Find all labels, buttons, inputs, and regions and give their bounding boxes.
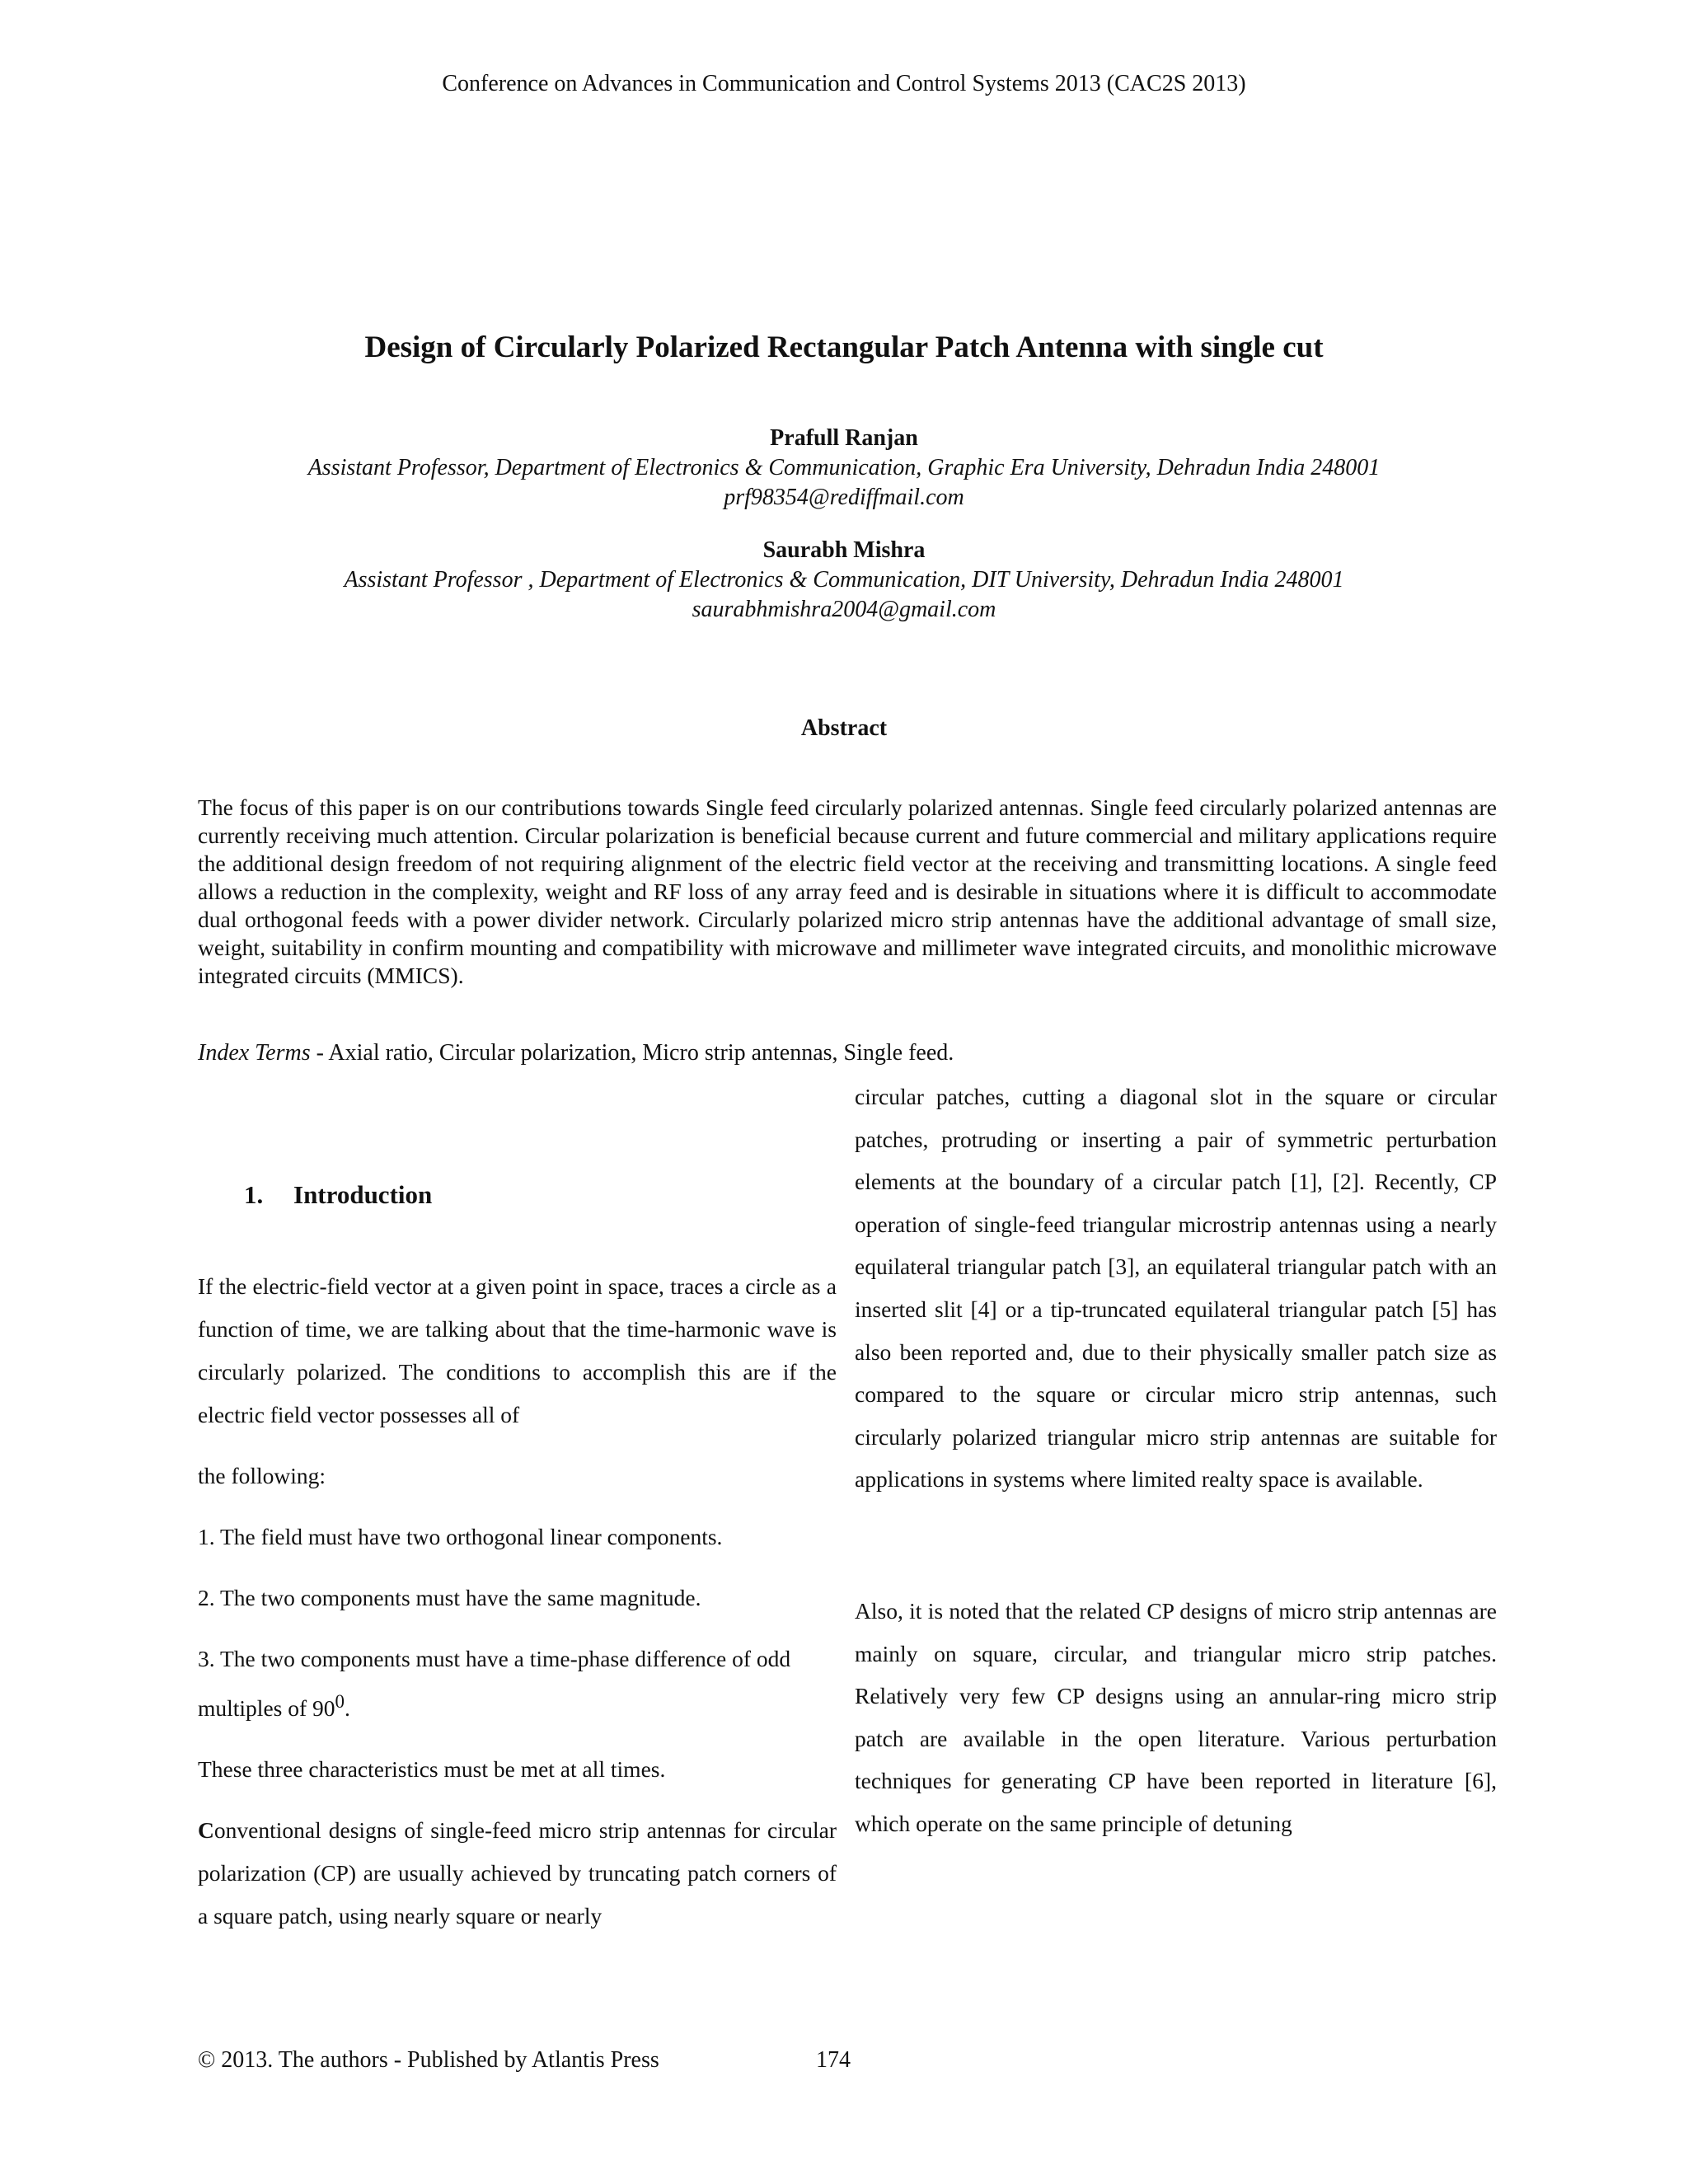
condition-item: 2. The two components must have the same magnitude. <box>198 1585 701 1610</box>
running-head: Conference on Advances in Communication and Control Systems 2013 (CAC2S 2013) <box>442 71 1246 96</box>
author-email: prf98354@rediffmail.com <box>724 485 964 510</box>
summary-paragraph: These three characteristics must be met at all times. <box>198 1756 666 1783</box>
author-name: Saurabh Mishra <box>762 537 926 563</box>
abstract-text: The focus of this paper is on our contributions towards Single feed circularly polarized antennas. Single feed circularly polarized antennas are currently receiving much attention. Circular polarization is beneficial because current and future commercial and military applications require the additional design freedom of not requiring alignment of the electric field vector at the receiving and transmitting locations. A single feed allows a reduction in the complexity, weight and RF loss of any array feed and is desirable in situations where it is difficult to accommodate dual orthogonal feeds with a power divider network. Circularly polarized micro strip antennas have the additional advantage of small size, weight, suitability in confirm mounting and compatibility with microwave and millimeter wave integrated circuits, and monolithic microwave integrated circuits (MMICS). <box>198 794 1497 988</box>
author-2 <box>0 536 1688 625</box>
right-column <box>855 1076 1497 1845</box>
author-affiliation: Assistant Professor , Department of Electronics & Communication, DIT University, Dehradun India 248001 <box>344 567 1344 593</box>
section-heading <box>244 1170 837 1220</box>
right-paragraph-1: circular patches, cutting a diagonal slot in the square or circular patches, protruding or inserting a pair of symmetric perturbation elements at the boundary of a circular patch [1], [2]. Recently, CP operation of single-feed triangular microstrip antennas using a nearly equilateral triangular patch [3], an equilateral triangular patch with an inserted slit [4] or a tip-truncated equilateral triangular patch [5] has also been reported and, due to their physically smaller patch size as compared to the square or circular micro strip antennas, such circularly polarized triangular micro strip antennas are suitable for applications in systems where limited realty space is available. <box>855 1084 1497 1493</box>
condition-item: 1. The field must have two orthogonal linear components. <box>198 1524 723 1549</box>
period: . <box>344 1695 350 1722</box>
intro-paragraph-cont: the following: <box>198 1463 326 1488</box>
page-number: 174 <box>816 2047 851 2073</box>
right-paragraph-2: Also, it is noted that the related CP designs of micro strip antennas are mainly on square, circular, and triangular micro strip patches. Relatively very few CP designs using an annular-ring micro strip patch are available in the open literature. Various perturbation techniques for generating CP have been reported in literature [6], which operate on the same principle of detuning <box>855 1597 1497 1836</box>
index-terms-text: - Axial ratio, Circular polarization, Micro strip antennas, Single feed. <box>310 1040 954 1066</box>
conventional-designs-paragraph <box>198 1809 837 1938</box>
author-name: Prafull Ranjan <box>770 425 918 451</box>
condition-text: 3. The two components must have a time-phase difference of odd multiples of 90 <box>198 1646 791 1722</box>
condition-item <box>198 1638 837 1730</box>
author-1 <box>0 424 1688 513</box>
section-title: Introduction <box>293 1180 433 1209</box>
index-terms-label: Index Terms <box>198 1040 311 1066</box>
superscript: 0 <box>335 1691 345 1712</box>
author-email: saurabhmishra2004@gmail.com <box>692 597 996 622</box>
drop-initial: C <box>198 1817 214 1844</box>
paper-title: Design of Circularly Polarized Rectangular Patch Antenna with single cut <box>364 330 1324 364</box>
author-affiliation: Assistant Professor, Department of Electronics & Communication, Graphic Era University, Dehradun India 248001 <box>307 455 1381 480</box>
intro-paragraph: If the electric-field vector at a given point in space, traces a circle as a function of time, we are talking about that the time-harmonic wave is circularly polarized. The conditions to accomplish this are if the electric field vector possesses all of <box>198 1273 837 1427</box>
footer-copyright: © 2013. The authors - Published by Atlantis Press <box>198 2047 659 2073</box>
left-column <box>198 1170 837 1938</box>
index-terms <box>198 1040 1497 1066</box>
paragraph-text: onventional designs of single-feed micro strip antennas for circular polarization (CP) are usually achieved by truncating patch corners of a square patch, using nearly square or nearly <box>198 1817 837 1929</box>
abstract-heading: Abstract <box>800 715 888 741</box>
section-number: 1. <box>244 1180 264 1209</box>
